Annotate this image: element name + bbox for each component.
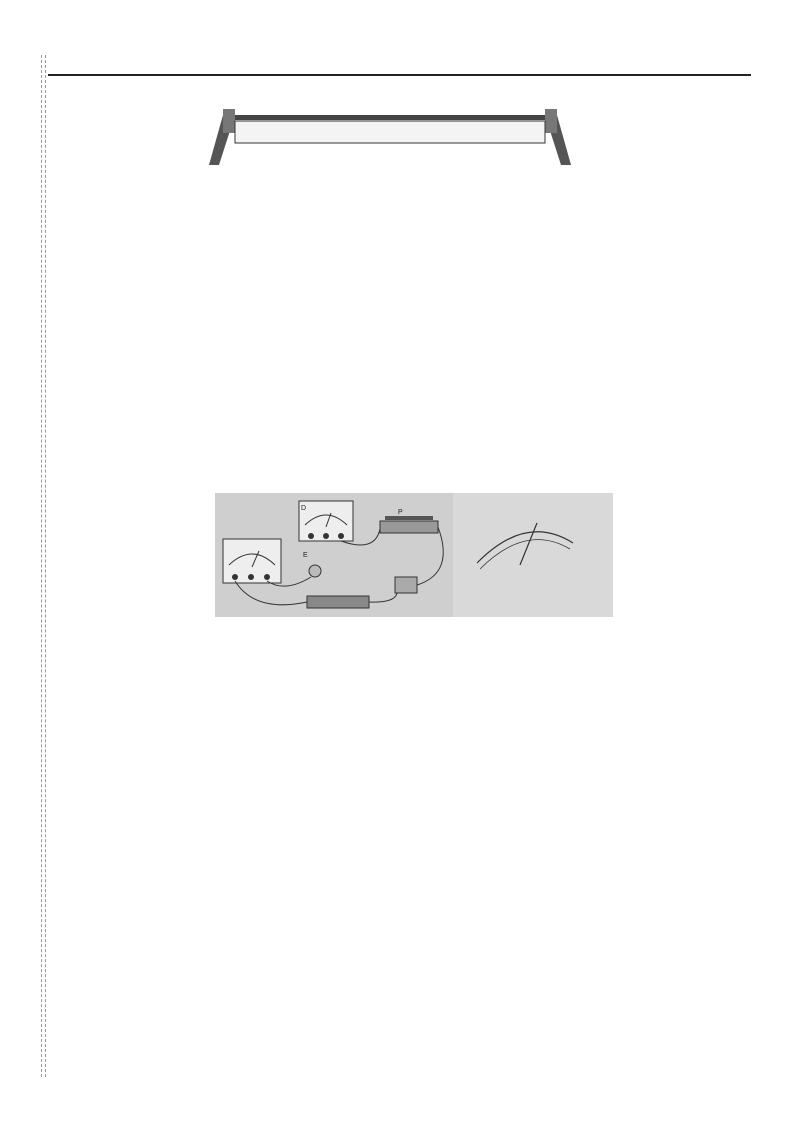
ammeter-icon [223, 539, 281, 583]
margin-line-inner [45, 55, 46, 1077]
label-e: E [303, 552, 308, 559]
top-rule [48, 74, 751, 76]
label-p: P [398, 509, 403, 516]
label-d: D [301, 505, 307, 512]
figure-11-ruler [205, 105, 575, 167]
margin-line [41, 55, 42, 1077]
battery-icon [307, 596, 369, 608]
bulb-icon [309, 565, 321, 577]
figure-12-13-image [215, 493, 613, 617]
switch-icon [395, 577, 417, 593]
voltmeter-icon [299, 501, 353, 541]
